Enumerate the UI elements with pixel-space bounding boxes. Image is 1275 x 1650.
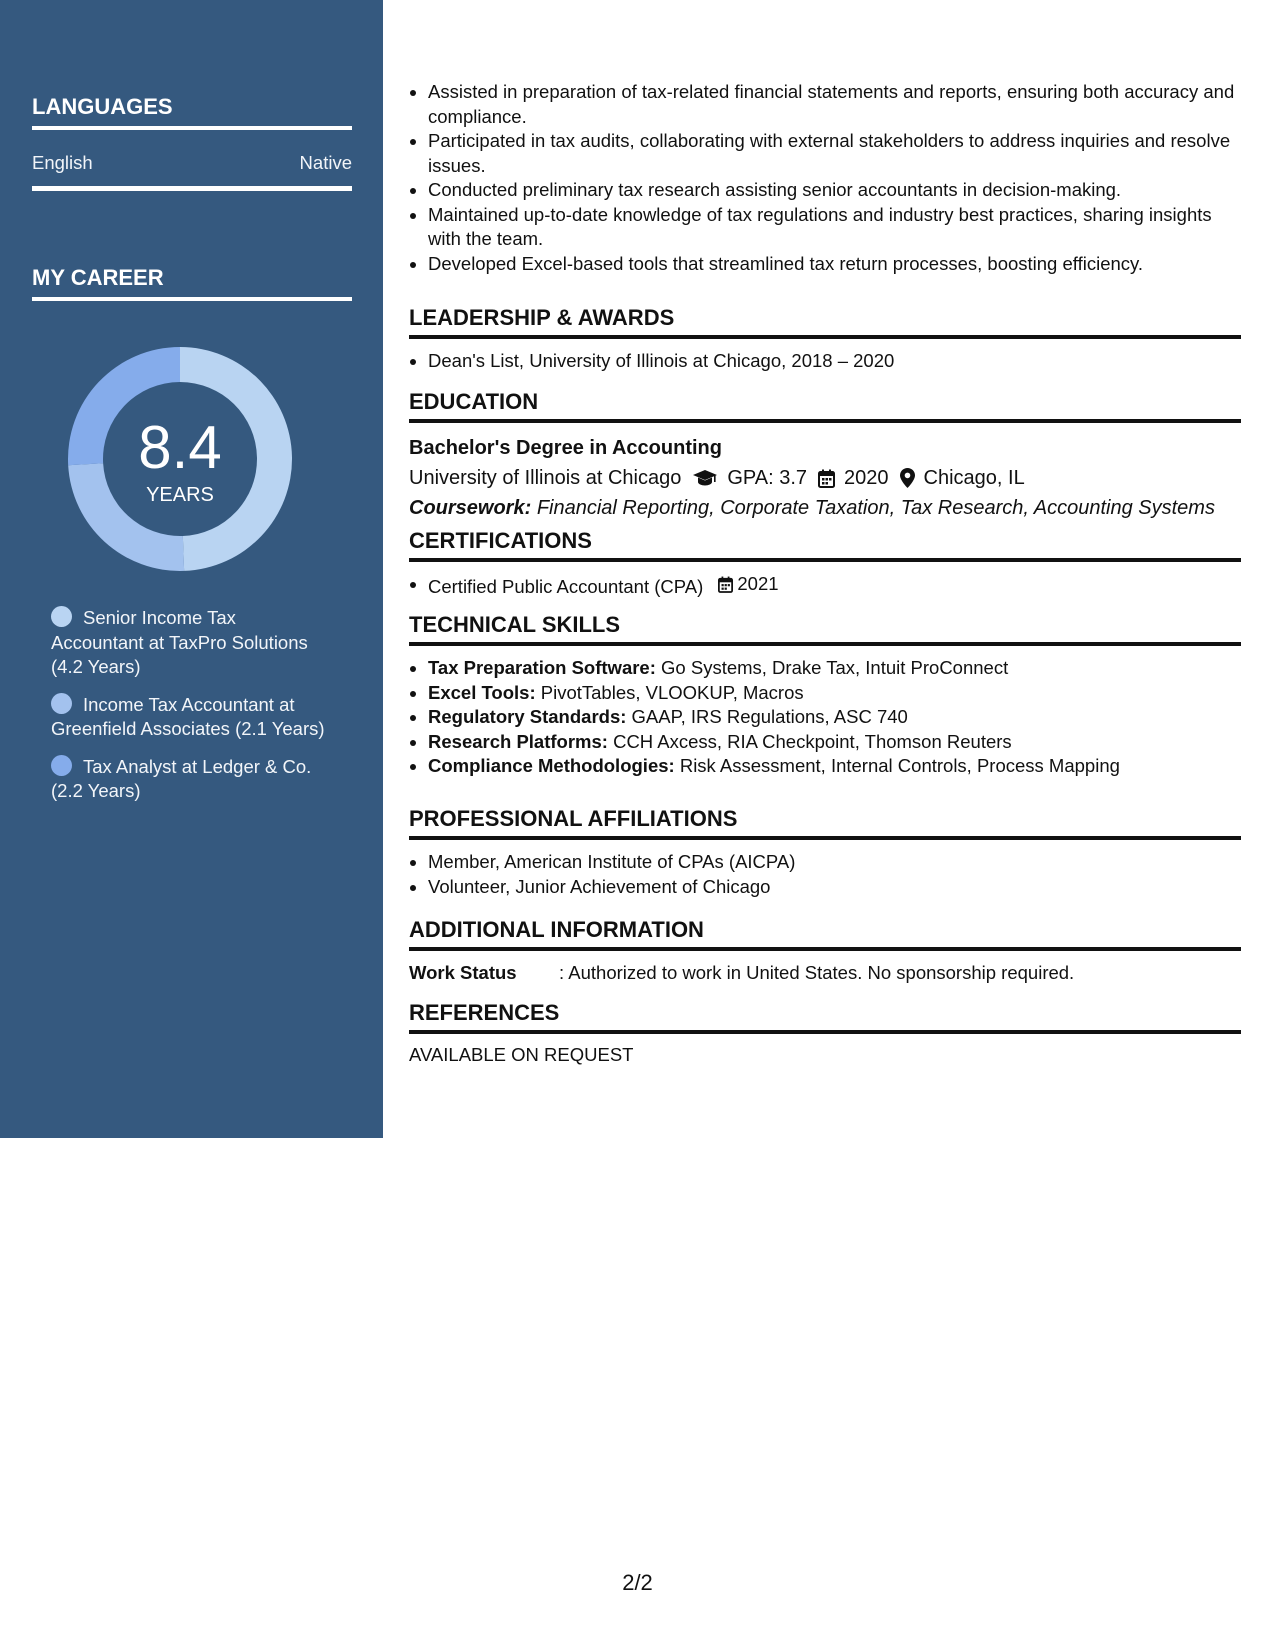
skill-item xyxy=(409,656,1241,681)
leadership-title: LEADERSHIP & AWARDS xyxy=(409,305,1241,339)
skill-item xyxy=(409,681,1241,706)
career-item xyxy=(51,606,331,680)
calendar-icon xyxy=(718,576,737,593)
experience-bullet: Maintained up-to-date knowledge of tax regulations and industry best practices, sharing insights with the team. xyxy=(409,203,1241,252)
additional-info-section xyxy=(409,917,1241,985)
certification-year: 2021 xyxy=(737,573,779,594)
language-name: English xyxy=(32,152,93,173)
references-text: AVAILABLE ON REQUEST xyxy=(409,1044,634,1065)
references-title: REFERENCES xyxy=(409,1000,1241,1034)
skill-value: Go Systems, Drake Tax, Intuit ProConnect xyxy=(661,657,1009,678)
technical-skills-section xyxy=(409,612,1241,779)
school-location: Chicago, IL xyxy=(923,467,1025,489)
experience-bullet: Conducted preliminary tax research assisting senior accountants in decision-making. xyxy=(409,178,1241,203)
technical-skills-title: TECHNICAL SKILLS xyxy=(409,612,1241,646)
experience-bullet: Participated in tax audits, collaborating with external stakeholders to address inquiries and resolve issues. xyxy=(409,129,1241,178)
graduation-cap-icon xyxy=(692,469,718,487)
legend-dot-icon xyxy=(51,693,72,714)
experience-bullet: Developed Excel-based tools that streamlined tax return processes, boosting efficiency. xyxy=(409,252,1241,277)
education-details xyxy=(409,463,1241,493)
work-status-value: : Authorized to work in United States. No sponsorship required. xyxy=(559,962,1075,983)
skill-label: Compliance Methodologies: xyxy=(428,755,675,776)
career-donut-chart xyxy=(66,345,294,573)
language-row-english xyxy=(32,152,352,191)
languages-heading: LANGUAGES xyxy=(32,94,352,130)
references-section xyxy=(409,1000,1241,1066)
skill-value: Risk Assessment, Internal Controls, Process Mapping xyxy=(679,755,1120,776)
skill-item xyxy=(409,730,1241,755)
skill-label: Excel Tools: xyxy=(428,681,536,703)
certification-name: Certified Public Accountant (CPA) xyxy=(428,575,704,597)
certifications-title: CERTIFICATIONS xyxy=(409,528,1241,562)
skill-value: GAAP, IRS Regulations, ASC 740 xyxy=(631,706,908,727)
total-years-value: 8.4 xyxy=(138,413,222,481)
certifications-section xyxy=(409,528,1241,599)
sidebar xyxy=(0,0,383,1138)
career-legend xyxy=(51,606,331,817)
donut-center xyxy=(66,345,294,573)
coursework xyxy=(409,493,1241,523)
legend-dot-icon xyxy=(51,755,72,776)
work-status-row xyxy=(409,961,1241,985)
work-status-label: Work Status xyxy=(409,962,517,983)
degree-name: Bachelor's Degree in Accounting xyxy=(409,437,722,459)
experience-bullet: Assisted in preparation of tax-related financial statements and reports, ensuring both accuracy and compliance. xyxy=(409,80,1241,129)
skill-value: PivotTables, VLOOKUP, Macros xyxy=(540,681,804,703)
school-name: University of Illinois at Chicago xyxy=(409,467,682,489)
education-section xyxy=(409,389,1241,523)
coursework-list: Financial Reporting, Corporate Taxation, Tax Research, Accounting Systems xyxy=(536,497,1215,519)
career-heading: MY CAREER xyxy=(32,265,352,301)
language-level: Native xyxy=(299,152,352,173)
skill-value: CCH Axcess, RIA Checkpoint, Thomson Reuters xyxy=(613,730,1012,752)
graduation-year: 2020 xyxy=(844,467,889,489)
affiliations-title: PROFESSIONAL AFFILIATIONS xyxy=(409,806,1241,840)
career-item-label: Tax Analyst at Ledger & Co. (2.2 Years) xyxy=(51,755,312,801)
career-item-label: Senior Income Tax Accountant at TaxPro Solutions (4.2 Years) xyxy=(51,607,308,677)
affiliation-item: Volunteer, Junior Achievement of Chicago xyxy=(409,875,1241,900)
page-number: 2/2 xyxy=(622,1570,653,1595)
career-item xyxy=(51,755,331,804)
skill-label: Research Platforms: xyxy=(428,730,608,752)
leadership-section xyxy=(409,305,1241,374)
certification-date xyxy=(718,572,778,597)
education-title: EDUCATION xyxy=(409,389,1241,423)
gpa: GPA: 3.7 xyxy=(727,467,808,489)
location-pin-icon xyxy=(900,468,915,488)
affiliations-section xyxy=(409,806,1241,899)
leadership-item: Dean's List, University of Illinois at Chicago, 2018 – 2020 xyxy=(409,349,1241,374)
skill-label: Regulatory Standards: xyxy=(428,706,627,727)
experience-bullets xyxy=(409,80,1241,276)
skill-label: Tax Preparation Software: xyxy=(428,657,656,678)
career-item-label: Income Tax Accountant at Greenfield Associates (2.1 Years) xyxy=(51,693,325,739)
affiliation-item: Member, American Institute of CPAs (AICPA) xyxy=(409,850,1241,875)
coursework-label: Coursework: xyxy=(409,497,532,519)
career-item xyxy=(51,693,331,742)
skill-item xyxy=(409,705,1241,730)
additional-info-title: ADDITIONAL INFORMATION xyxy=(409,917,1241,951)
total-years-unit: YEARS xyxy=(146,483,214,506)
calendar-icon xyxy=(818,469,835,488)
certification-item xyxy=(409,572,1241,599)
legend-dot-icon xyxy=(51,606,72,627)
skill-item xyxy=(409,754,1241,779)
